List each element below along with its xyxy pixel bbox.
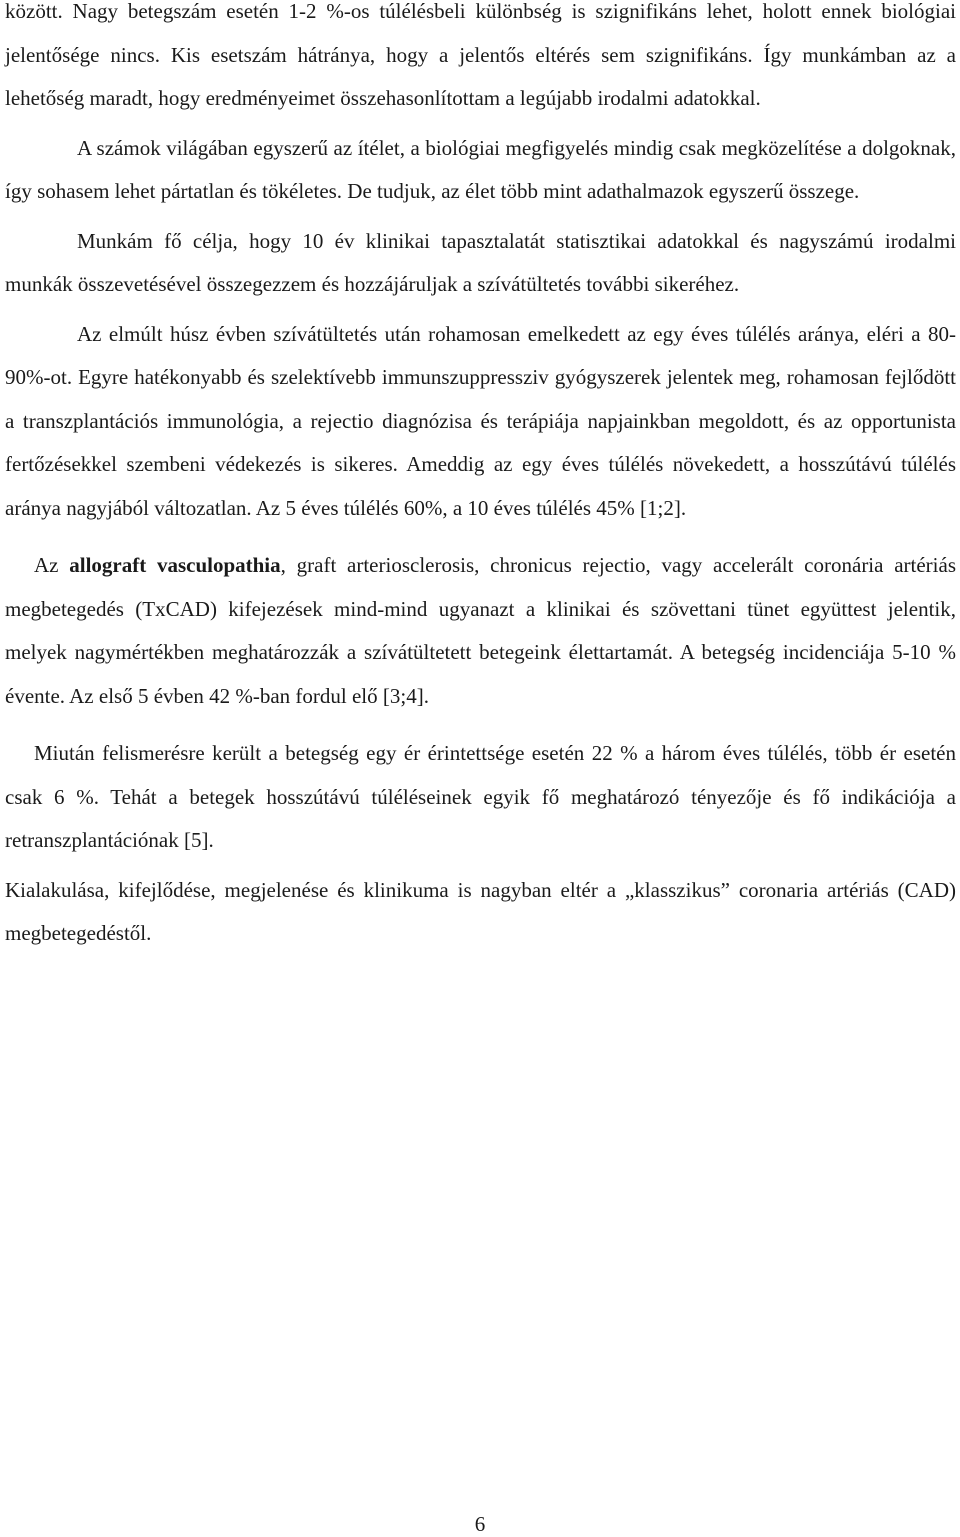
paragraph-sample-size: között. Nagy betegszám esetén 1-2 %-os túlélésbeli különbség is szignifikáns lehet, holott ennek biológiai jelentősége nincs. Kis esetszám hátránya, hogy a jelentős eltérés sem szignifikáns. Így munkámban az a lehetőség maradt, hogy eredményeimet összehasonlítottam a legújabb irodalmi adatokkal. — [5, 0, 956, 110]
paragraph-survival-trends: Az elmúlt húsz évben szívátültetés után rohamosan emelkedett az egy éves túlélés aránya, eléri a 80-90%-ot. Egyre hatékonyabb és szelektívebb immunszuppressziv gyógyszerek jelentek meg, rohamosan fejlődött a transzplantációs immunológia, a rejectio diagnózisa és terápiája napjainkban megoldott, és az opportunista fertőzésekkel szembeni védekezés is sikeres. Ameddig az egy éves túlélés növekedett, a hosszútávú túlélés aránya nagyjából változatlan. Az 5 éves túlélés 60%, a 10 éves túlélés 45% [1;2]. — [5, 321, 956, 520]
paragraph-allograft-vasculopathia — [5, 544, 956, 718]
paragraph-numbers-world: A számok világában egyszerű az ítélet, a biológiai megfigyelés mindig csak megközelítése a dolgoknak, így sohasem lehet pártatlan és tökéletes. De tudjuk, az élet több mint adathalmazok egyszerű összege. — [5, 135, 956, 203]
paragraph-main-goal: Munkám fő célja, hogy 10 év klinikai tapasztalatát statisztikai adatokkal és nagyszámú irodalmi munkák összevetésével összegezzem és hozzájáruljak a szívátültetés további sikeréhez. — [5, 228, 956, 296]
paragraph-lead: Az — [34, 553, 70, 577]
paragraph-rest: , graft arteriosclerosis, chronicus rejectio, vagy accelerált coronária artériás megbetegedés (TxCAD) kifejezések mind-mind ugyanazt a klinikai és szövettani tünet együttest jelentik, melyek nagymértékben meghatározzák a szívátültetett betegeink élettartamát. A betegség incidenciája 5-10 % évente. Az első 5 évben 42 %-ban fordul elő [3;4]. — [5, 553, 956, 708]
term-allograft-vasculopathia: allograft vasculopathia — [69, 553, 281, 577]
paragraph-development: Kialakulása, kifejlődése, megjelenése és klinikuma is nagyban eltér a „klasszikus” coronaria artériás (CAD) megbetegedéstől. — [5, 877, 956, 945]
document-page — [5, 0, 956, 956]
paragraph-recognition: Miután felismerésre került a betegség egy ér érintettsége esetén 22 % a három éves túlélés, több ér esetén csak 6 %. Tehát a betegek hosszútávú túléléseinek egyik fő meghatározó tényezője és fő indikációja a retranszplantációnak [5]. — [5, 741, 956, 852]
page-number: 6 — [474, 1512, 486, 1536]
